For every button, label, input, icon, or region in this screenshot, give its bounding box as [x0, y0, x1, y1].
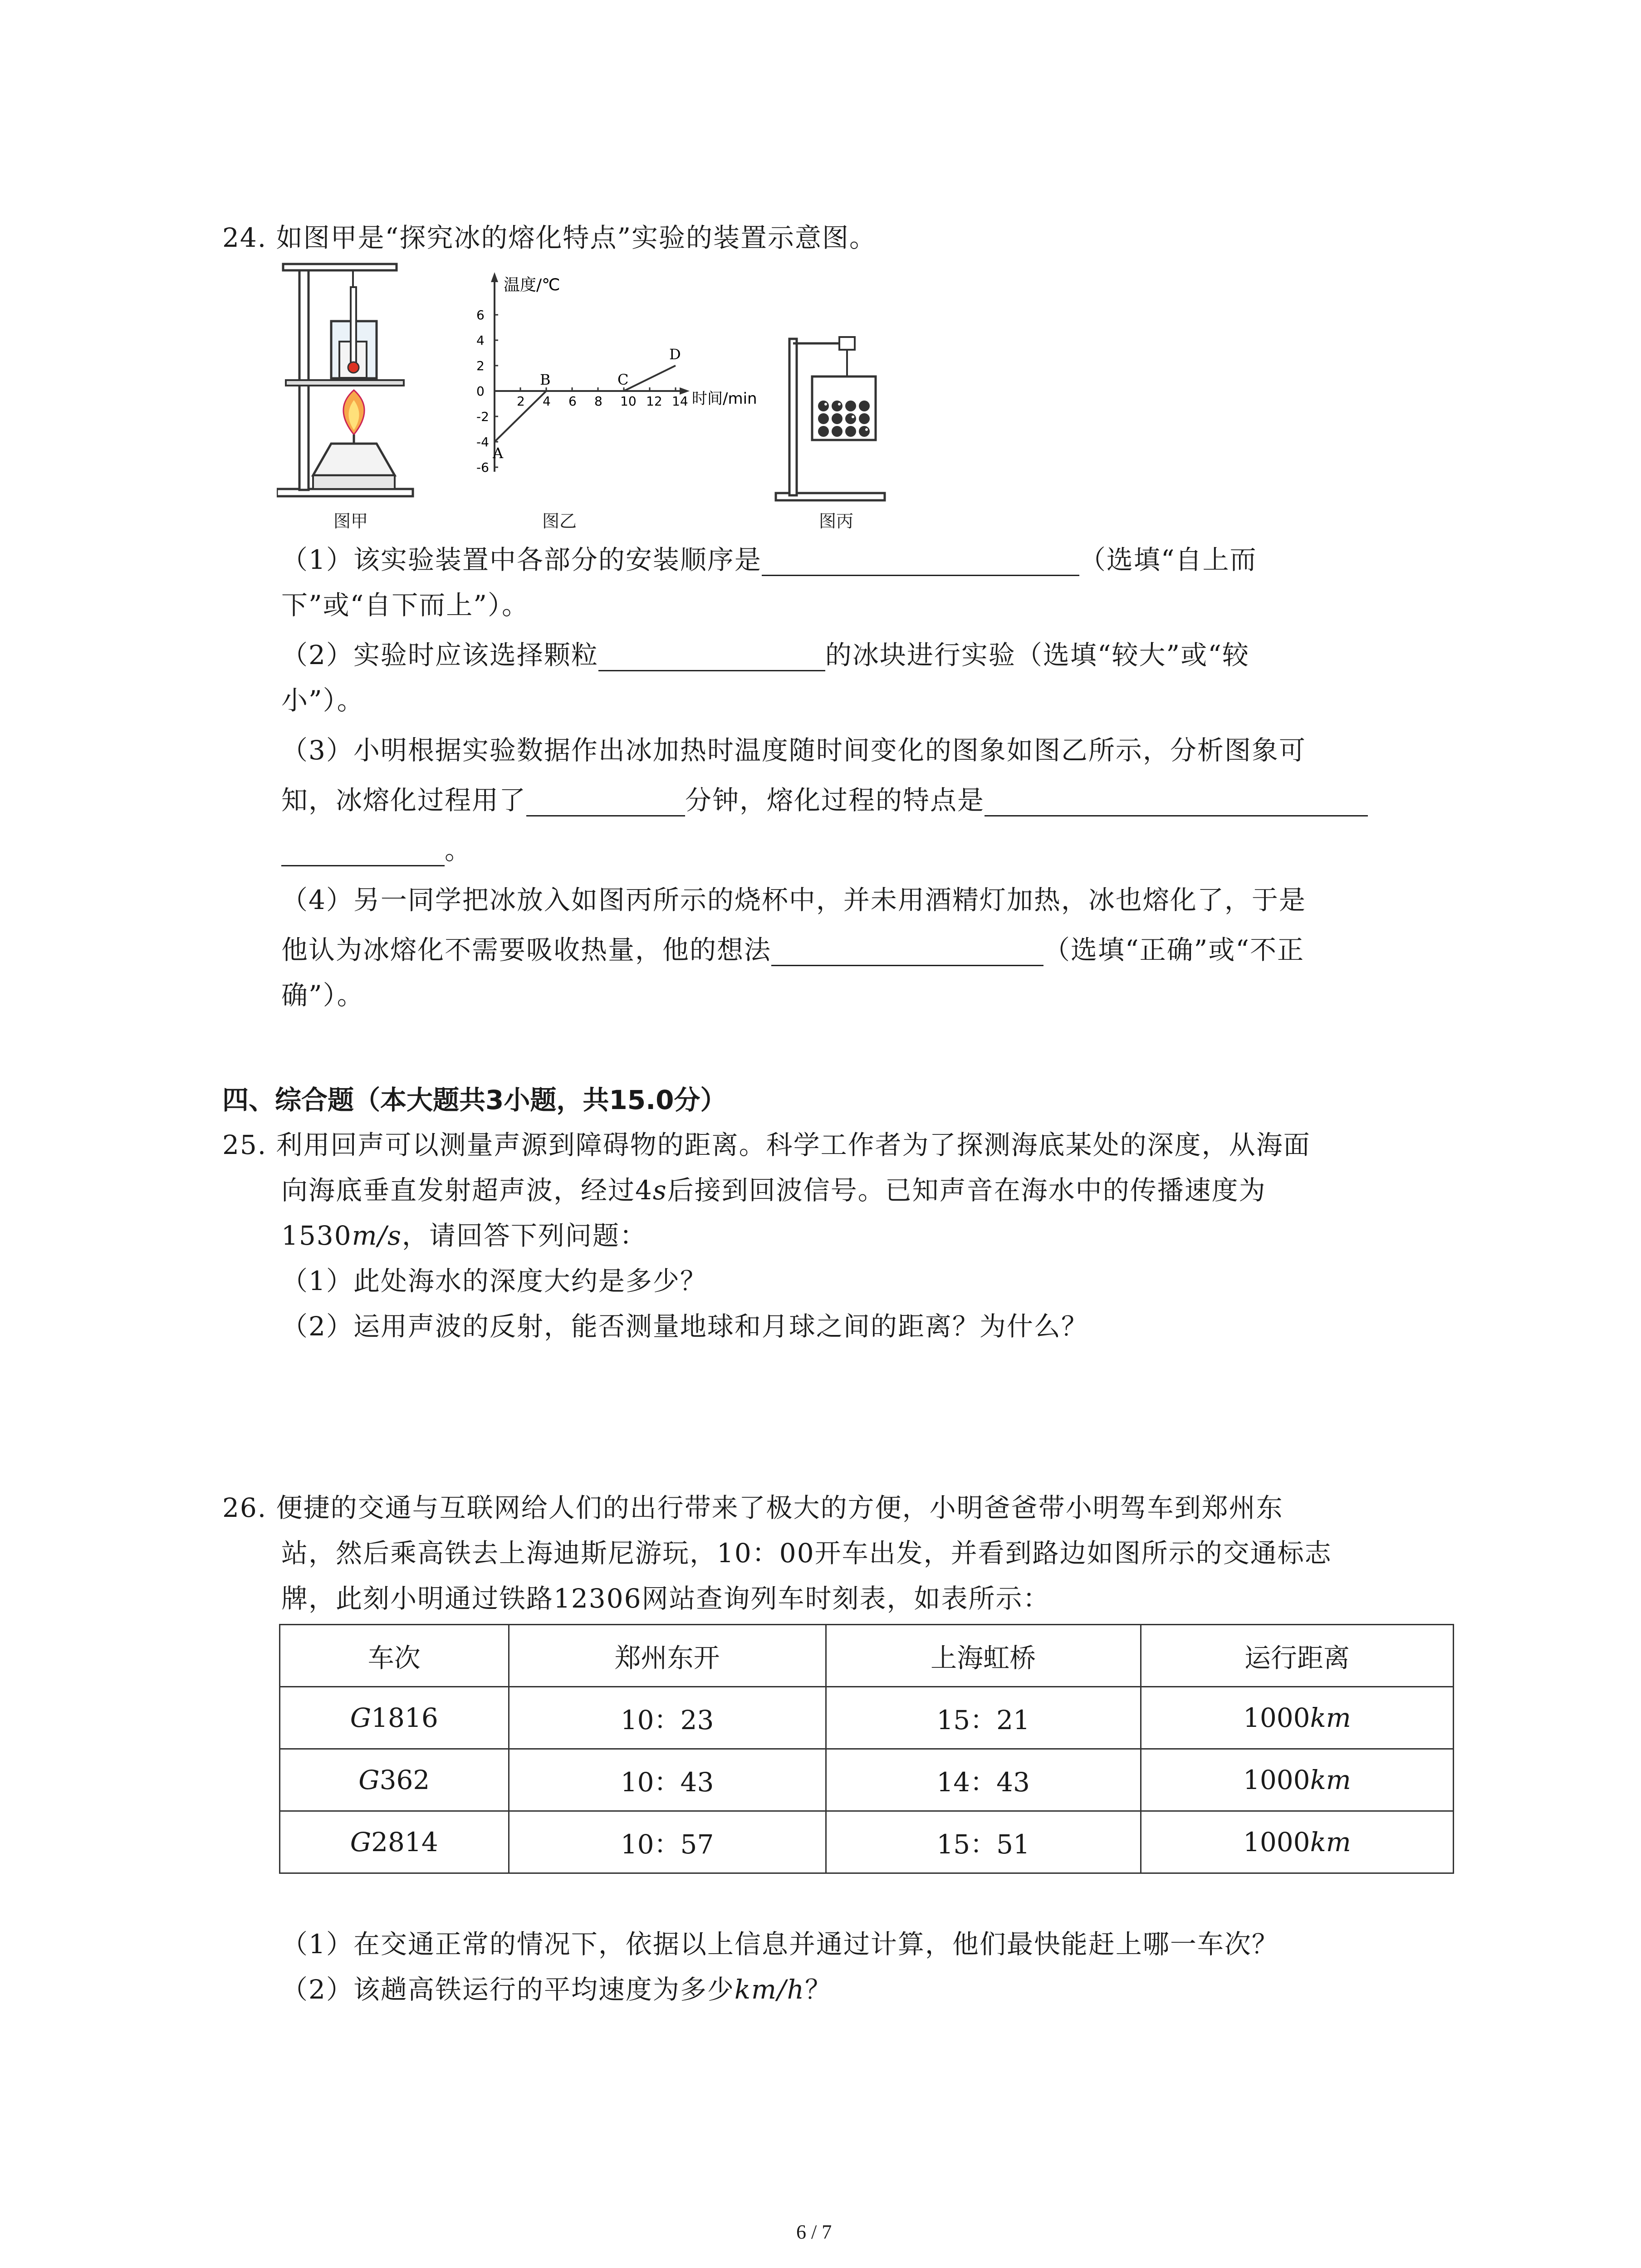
q24-p3-feature-blank[interactable]: [985, 792, 1368, 816]
q24-p4-line1: （4）另一同学把冰放入如图丙所示的烧杯中，并未用酒精灯加热，冰也熔化了，于是: [281, 885, 1306, 915]
q26-sub2-end: ？: [804, 1974, 832, 2005]
table-header-row: [280, 1625, 1454, 1687]
cell-arrival: 14：43: [826, 1749, 1141, 1811]
train-prefix: G: [358, 1765, 380, 1795]
q25-sub1: （1）此处海水的深度大约是多少？: [281, 1266, 707, 1296]
header-departure: 郑州东开: [509, 1625, 826, 1687]
train-number: 1816: [371, 1702, 438, 1733]
y-axis-arrow: [491, 272, 498, 282]
cell-distance: [1141, 1687, 1453, 1749]
distance-value: 1000: [1243, 1827, 1310, 1857]
q26-line1: 26. 便捷的交通与互联网给人们的出行带来了极大的方便，小明爸爸带小明驾车到郑州东: [222, 1492, 1283, 1523]
q24-p2-line2: 小”）。: [281, 685, 364, 716]
cell-arrival: 15：21: [826, 1687, 1141, 1749]
q24-p3-line2: [281, 784, 1368, 816]
distance-unit: km: [1310, 1765, 1351, 1795]
figure-bing-beaker: [771, 333, 894, 506]
q24-p2-answer-blank[interactable]: [598, 646, 825, 671]
cell-departure: 10：57: [509, 1811, 826, 1873]
q26-sub2: [281, 1973, 832, 2006]
cell-train: [280, 1687, 509, 1749]
page-number: 6 / 7: [796, 2221, 832, 2243]
y-tick-label: 6: [476, 308, 485, 323]
x-tick-label: 4: [543, 394, 551, 409]
x-tick-label: 10: [620, 394, 637, 409]
train-prefix: G: [350, 1827, 372, 1857]
cell-arrival: 15：51: [826, 1811, 1141, 1873]
section-heading: 四、综合题（本大题共3小题，共15.0分）: [222, 1085, 727, 1115]
x-tick-label: 12: [646, 394, 662, 409]
q25-line2: [281, 1174, 1266, 1207]
q25-line3: [281, 1219, 647, 1252]
q25-speed-unit: m/s: [352, 1220, 402, 1251]
q24-p1-text-b: （选填“自上而: [1079, 544, 1257, 575]
q24-p2-text-b: 的冰块进行实验（选填“较大”或“较: [825, 640, 1249, 670]
y-axis-label: 温度/℃: [504, 276, 560, 294]
q24-p3-line1: （3）小明根据实验数据作出冰加热时温度随时间变化的图象如图乙所示，分析图象可: [281, 735, 1306, 766]
train-number: 2814: [371, 1827, 438, 1857]
q25-text-a: 向海底垂直发射超声波，经过4: [281, 1175, 653, 1206]
q24-p2-line1: [281, 639, 1249, 671]
figure-jia-caption: 图甲: [333, 511, 368, 531]
q24-p3-text-d: 。: [445, 835, 472, 865]
q24-p4-text-c: （选填“正确”或“不正: [1043, 934, 1304, 965]
figure-yi-caption: 图乙: [542, 511, 577, 531]
y-tick-label: 2: [476, 358, 485, 373]
y-tick-label: -6: [476, 460, 489, 475]
q25-unit-s: s: [652, 1175, 667, 1206]
q26-line3: 牌，此刻小明通过铁路12306网站查询列车时刻表，如表所示：: [281, 1583, 1050, 1614]
header-distance: 运行距离: [1141, 1625, 1453, 1687]
q24-p3-minutes-blank[interactable]: [526, 792, 685, 816]
train-timetable: [279, 1624, 1454, 1874]
x-axis-label: 时间/min: [692, 390, 757, 408]
point-label: A: [493, 445, 504, 462]
distance-unit: km: [1310, 1827, 1351, 1857]
q24-p4-text-b: 他认为冰熔化不需要吸收热量，他的想法: [281, 934, 772, 965]
q24-p1-line1: [281, 543, 1257, 576]
distance-value: 1000: [1243, 1702, 1310, 1733]
q24-p3-feature-blank-cont[interactable]: [281, 841, 445, 866]
q25-text-c: 后接到回波信号。已知声音在海水中的传播速度为: [667, 1175, 1266, 1206]
q24-p1-answer-blank[interactable]: [762, 551, 1079, 576]
table-row: [280, 1811, 1454, 1873]
q24-p1-line2: 下”或“自下而上”）。: [281, 590, 529, 621]
x-tick-label: 8: [594, 394, 603, 409]
cell-distance: [1141, 1811, 1453, 1873]
q26-line2: 站，然后乘高铁去上海迪斯尼游玩，10：00开车出发，并看到路边如图所示的交通标志: [281, 1538, 1332, 1569]
y-tick-label: -2: [476, 409, 489, 424]
cell-departure: 10：43: [509, 1749, 826, 1811]
q26-sub2-text: （2）该趟高铁运行的平均速度为多少: [281, 1974, 735, 2005]
cell-departure: 10：23: [509, 1687, 826, 1749]
q25-line1: 25. 利用回声可以测量声源到障碍物的距离。科学工作者为了探测海底某处的深度，从海面: [222, 1129, 1311, 1160]
cell-distance: [1141, 1749, 1453, 1811]
x-tick-label: 14: [672, 394, 688, 409]
q26-sub1: （1）在交通正常的情况下，依据以上信息并通过计算，他们最快能赶上哪一车次？: [281, 1929, 1279, 1960]
y-tick-label: 4: [476, 333, 485, 348]
q24-p4-line2: [281, 934, 1304, 966]
q24-p1-text-a: （1）该实验装置中各部分的安装顺序是: [281, 544, 762, 575]
q24-stem: 24. 如图甲是“探究冰的熔化特点”实验的装置示意图。: [222, 222, 877, 253]
figure-yi-chart: [458, 268, 785, 481]
q24-p4-answer-blank[interactable]: [771, 941, 1043, 966]
table-row: [280, 1749, 1454, 1811]
distance-unit: km: [1310, 1702, 1351, 1733]
point-label: D: [669, 346, 681, 363]
y-tick-label: 0: [476, 384, 485, 399]
train-number: 362: [379, 1765, 430, 1795]
header-arrival: 上海虹桥: [826, 1625, 1141, 1687]
q24-p3-text-c: 分钟，熔化过程的特点是: [685, 785, 985, 816]
table-row: [280, 1687, 1454, 1749]
q25-sub2: （2）运用声波的反射，能否测量地球和月球之间的距离？为什么？: [281, 1311, 1088, 1342]
figure-bing-caption: 图丙: [819, 511, 854, 531]
x-tick-label: 2: [517, 394, 525, 409]
q24-p3-line3: [281, 834, 472, 866]
distance-value: 1000: [1243, 1765, 1310, 1795]
cell-train: [280, 1811, 509, 1873]
y-tick-label: -4: [476, 435, 489, 450]
q24-p2-text-a: （2）实验时应该选择颗粒: [281, 640, 598, 670]
header-train: 车次: [280, 1625, 509, 1687]
q24-p3-text-b: 知，冰熔化过程用了: [281, 785, 527, 816]
q26-sub2-unit: km/h: [734, 1974, 805, 2005]
train-prefix: G: [350, 1702, 372, 1733]
figure-jia-apparatus: [277, 262, 422, 498]
cell-train: [280, 1749, 509, 1811]
point-label: C: [617, 371, 629, 388]
q25-speed-value: 1530: [281, 1220, 352, 1251]
point-label: B: [540, 371, 551, 388]
q25-text-l3c: ，请回答下列问题：: [402, 1220, 647, 1251]
x-tick-label: 6: [568, 394, 577, 409]
q24-p4-line3: 确”）。: [281, 980, 364, 1011]
